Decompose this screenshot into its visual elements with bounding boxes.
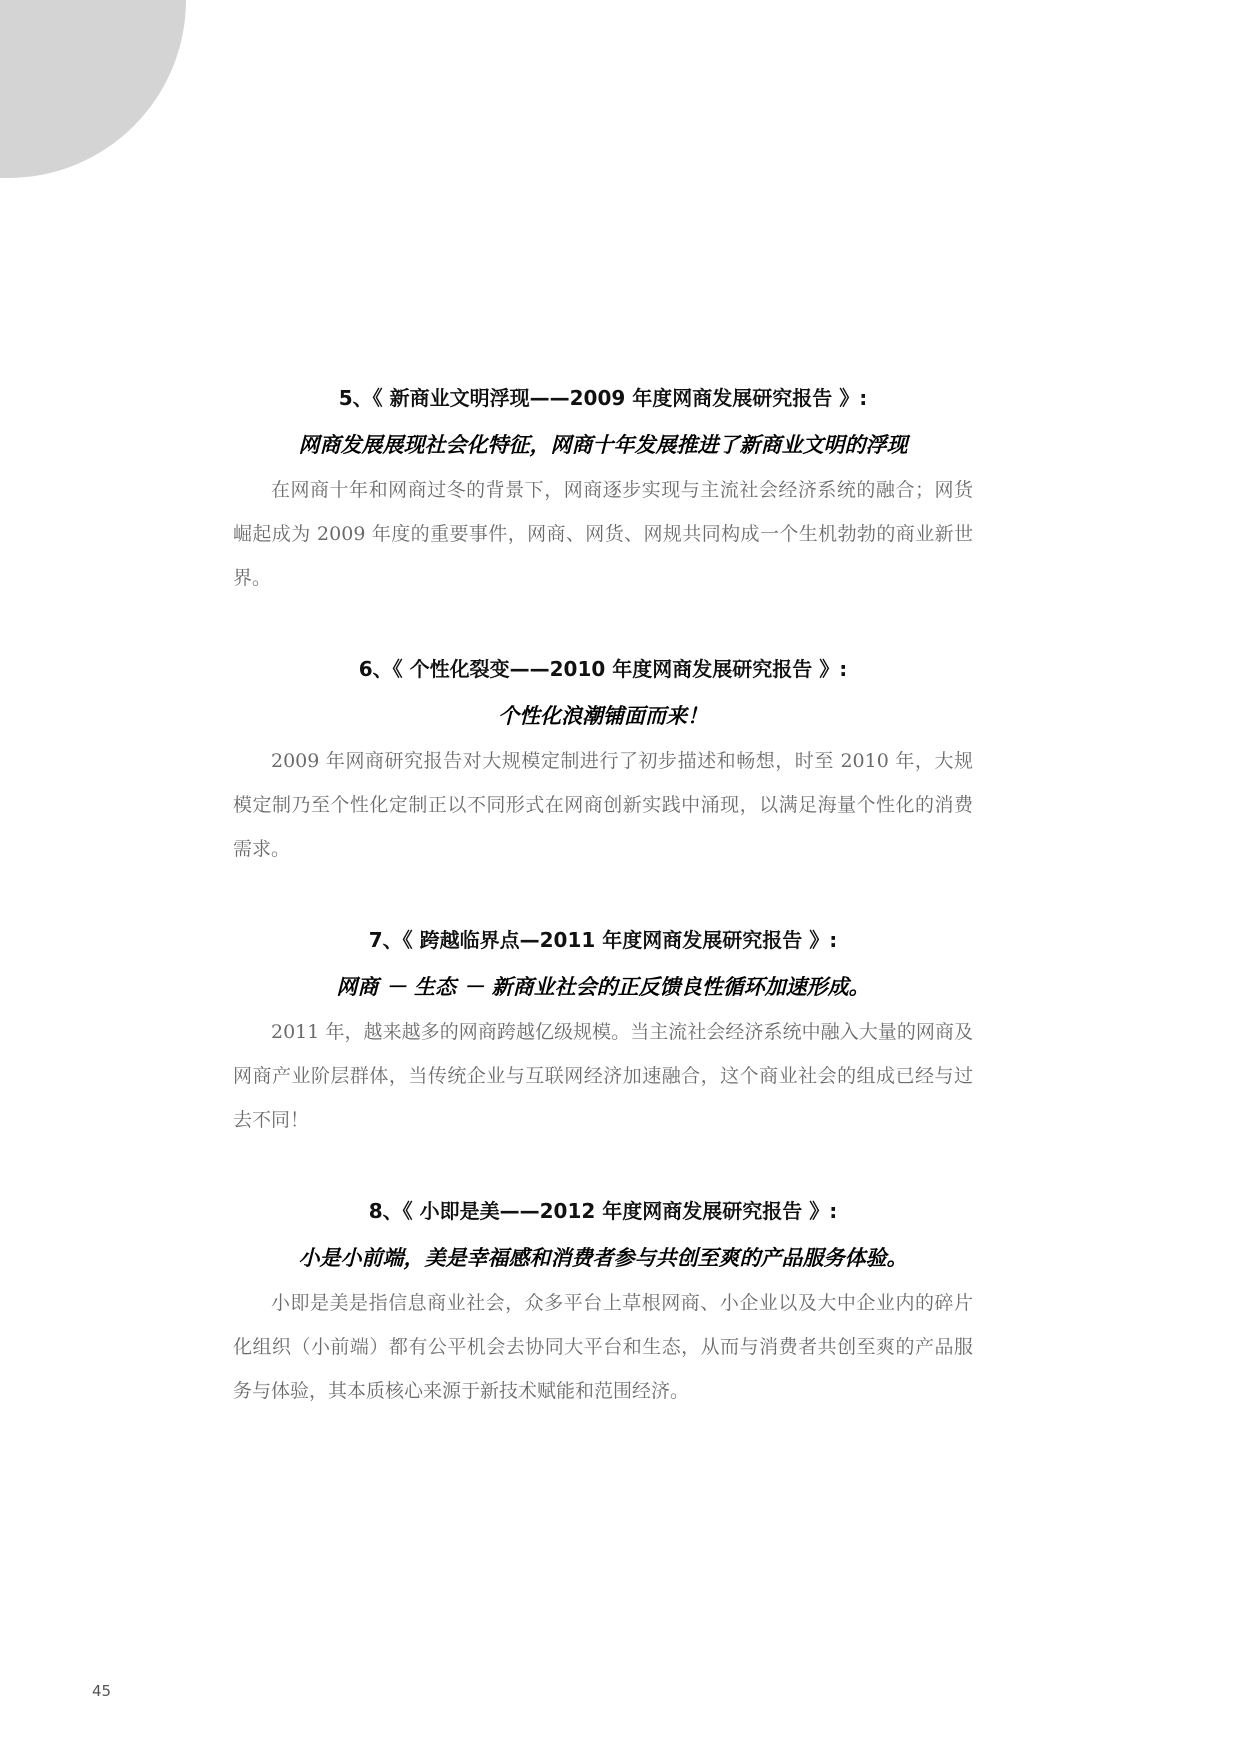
section-heading: 7、《 跨越临界点—2011 年度网商发展研究报告 》: <box>368 928 838 952</box>
section-subtitle: 网商 － 生态 － 新商业社会的正反馈良性循环加速形成。 <box>336 975 870 999</box>
report-section-6 <box>233 653 973 871</box>
section-subtitle: 小是小前端，美是幸福感和消费者参与共创至爽的产品服务体验。 <box>298 1246 908 1270</box>
section-heading: 5、《 新商业文明浮现——2009 年度网商发展研究报告 》: <box>338 386 868 410</box>
section-subtitle: 网商发展展现社会化特征，网商十年发展推进了新商业文明的浮现 <box>298 433 908 457</box>
report-section-8 <box>233 1195 973 1413</box>
report-section-5 <box>233 382 973 600</box>
section-body: 2009 年网商研究报告对大规模定制进行了初步描述和畅想，时至 2010 年，大规模定制乃至个性化定制正以不同形式在网商创新实践中涌现，以满足海量个性化的消费需求。 <box>233 750 973 860</box>
report-section-7 <box>233 924 973 1142</box>
section-body: 小即是美是指信息商业社会，众多平台上草根网商、小企业以及大中企业内的碎片化组织（小前端）都有公平机会去协同大平台和生态，从而与消费者共创至爽的产品服务与体验，其本质核心来源于新技术赋能和范围经济。 <box>233 1292 973 1402</box>
section-body: 2011 年，越来越多的网商跨越亿级规模。当主流社会经济系统中融入大量的网商及网商产业阶层群体，当传统企业与互联网经济加速融合，这个商业社会的组成已经与过去不同！ <box>233 1021 973 1131</box>
section-body: 在网商十年和网商过冬的背景下，网商逐步实现与主流社会经济系统的融合；网货崛起成为 2009 年度的重要事件，网商、网货、网规共同构成一个生机勃勃的商业新世界。 <box>233 479 973 589</box>
corner-decoration <box>0 0 186 178</box>
main-content <box>233 382 973 1466</box>
section-heading: 8、《 小即是美——2012 年度网商发展研究报告 》: <box>368 1199 838 1223</box>
section-subtitle: 个性化浪潮铺面而来！ <box>498 704 708 728</box>
section-heading: 6、《 个性化裂变——2010 年度网商发展研究报告 》: <box>358 657 848 681</box>
page-number: 45 <box>92 1682 112 1700</box>
